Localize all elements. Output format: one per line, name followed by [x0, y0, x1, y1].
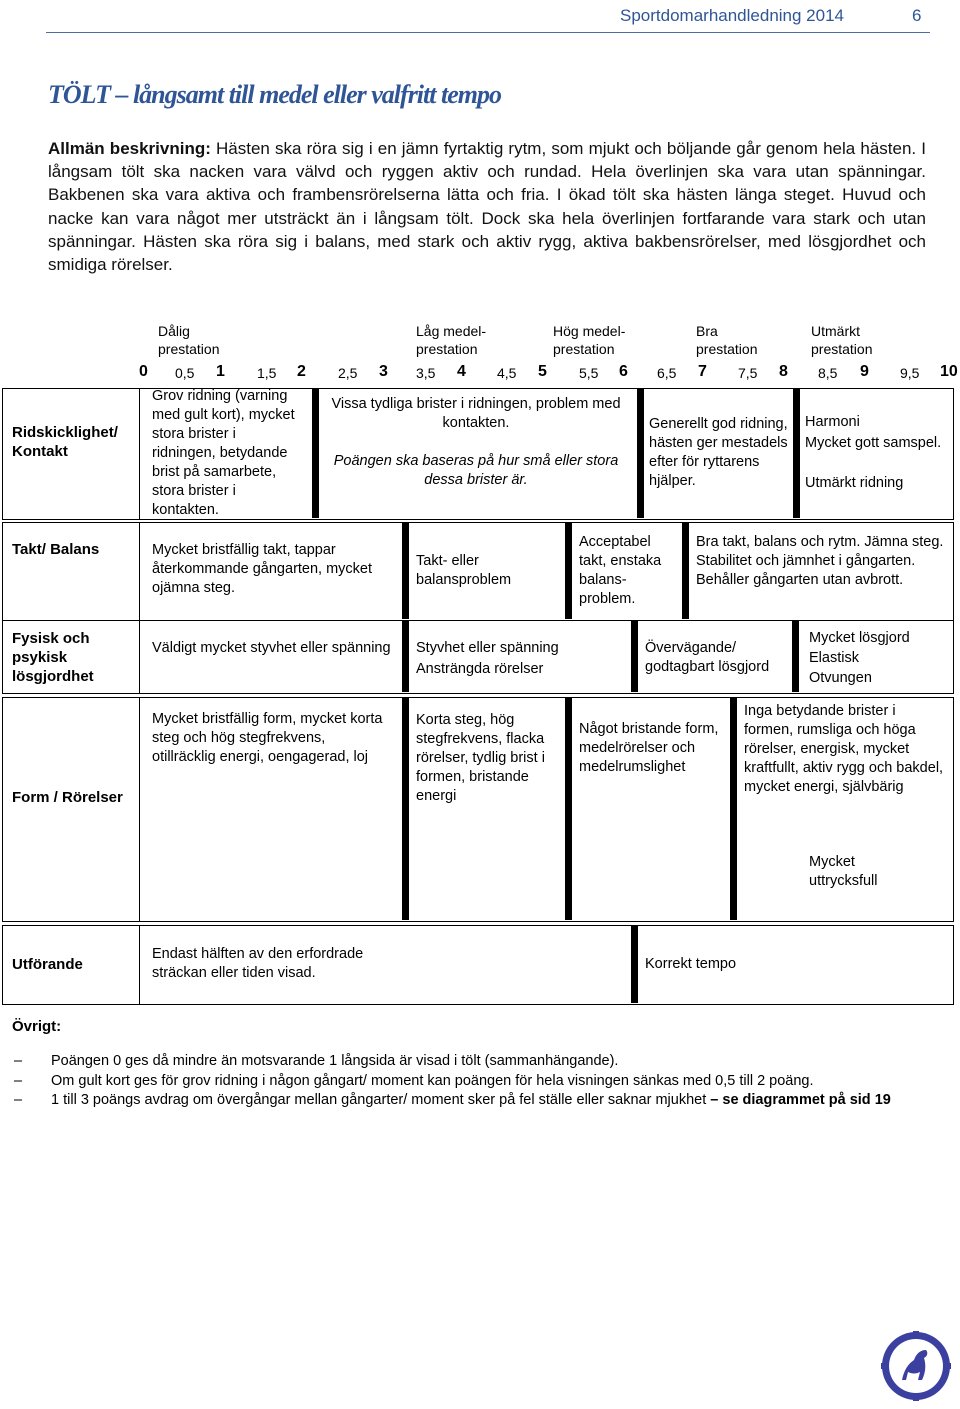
description-text: Hästen ska röra sig i en jämn fyrtaktig rytm, som mjukt och böljande går genom hela hästen. I långsam tölt ska nacken vara välvd och ryggen aktiv och rundad. Hela överlinjen ska vara utan spänningar. Bakbenen ska vara aktiva och frambensrörelserna lätta och fria. I ökad tölt ska hästen länga steget. [48, 139, 926, 205]
divider [565, 522, 572, 619]
divider [565, 697, 572, 920]
scale-tick: 5,5 [579, 365, 599, 381]
scale-tick: 1,5 [257, 365, 277, 381]
ridskicklighet-mid-note: Poängen ska baseras på hur små eller stora dessa brister är. [333, 453, 619, 488]
takt-good: Bra takt, balans och rytm. Jämna steg. Stabilitet och jämnhet i gångarten. Behåller gångarten utan avbrott. [696, 534, 944, 588]
takt-high-mid: Acceptabel takt, enstaka balans- problem. [579, 534, 662, 607]
fysisk-low-mid-2: Ansträngda rörelser [416, 661, 544, 677]
row-label-fysisk: Fysisk och psykisk lösgjordhet [12, 630, 94, 685]
scale-tick: 1 [216, 363, 225, 380]
level-good: Bra prestation [696, 323, 758, 357]
ridskicklighet-mid: Vissa tydliga brister i ridningen, problem med kontakten. [331, 396, 621, 431]
scale-tick: 9 [860, 363, 869, 380]
level-poor: Dålig prestation [158, 323, 220, 357]
fysisk-excellent-3: Otvungen [809, 670, 872, 686]
ridskicklighet-excellent-3: Utmärkt ridning [805, 475, 904, 491]
form-low-mid: Korta steg, hög stegfrekvens, flacka rörelser, tydlig brist i formen, bristande energi [416, 712, 545, 804]
dash-icon: – [14, 1092, 23, 1108]
form-high-mid: Något bristande form, medelrörelser och medelrumslighet [579, 721, 719, 775]
divider [402, 522, 409, 619]
fysisk-excellent-1: Mycket lösgjord [809, 630, 910, 646]
divider [631, 620, 638, 692]
divider [312, 388, 319, 518]
scale-tick: 4,5 [497, 365, 517, 381]
ridskicklighet-excellent-1: Harmoni [805, 414, 860, 430]
form-good: Inga betydande brister i formen, rumsliga och höga rörelser, energisk, mycket kraftfullt, aktiv rygg och bakdel, mycket energi, självbärig [744, 703, 944, 795]
level-low-mid: Låg medel- prestation [416, 323, 487, 357]
scale-tick: 10 [940, 363, 958, 380]
row-label-ridskicklighet: Ridskicklighet/ Kontakt [12, 424, 118, 460]
scale-tick: 6,5 [657, 365, 677, 381]
row-label-takt: Takt/ Balans [12, 541, 100, 558]
page-number: 6 [912, 6, 922, 25]
scale-tick: 6 [619, 363, 628, 380]
row-label-cell [2, 697, 140, 922]
scale-tick: 2 [297, 363, 306, 380]
divider [793, 388, 800, 518]
takt-poor: Mycket bristfällig takt, tappar återkommande gångarten, mycket ojämna steg. [152, 542, 373, 596]
scale-tick: 7,5 [738, 365, 758, 381]
scale-tick: 7 [698, 363, 707, 380]
scale-tick: 9,5 [900, 365, 920, 381]
scale-tick: 8,5 [818, 365, 838, 381]
utforande-good: Korrekt tempo [645, 956, 737, 972]
ridskicklighet-good: Generellt god ridning, hästen ger mestadels efter för ryttarens hjälper. [649, 416, 788, 489]
general-description [48, 137, 926, 276]
fysisk-low-mid-1: Styvhet eller spänning [416, 640, 559, 656]
scale-tick: 5 [538, 363, 547, 380]
svenska-islandshastforbundet-logo-icon [880, 1330, 952, 1402]
form-poor: Mycket bristfällig form, mycket korta steg och hög stegfrekvens, otillräcklig energi, oengagerad, loj [152, 711, 383, 765]
ridskicklighet-excellent-2: Mycket gott samspel. [805, 435, 942, 451]
scale-tick: 8 [779, 363, 788, 380]
divider [637, 388, 644, 518]
ovrigt-label: Övrigt: [12, 1018, 62, 1035]
row-label-form: Form / Rörelser [12, 789, 123, 806]
ridskicklighet-poor: Grov ridning (varning med gult kort), mycket stora brister i ridningen, betydande brist på samarbete, stora brister i kontakten. [152, 388, 295, 518]
ovrigt-list [12, 1052, 947, 1111]
utforande-poor: Endast hälften av den erfordrade sträckan eller tiden visad. [152, 946, 364, 981]
divider [631, 925, 638, 1003]
scale-tick: 0 [139, 363, 148, 380]
divider [682, 522, 689, 619]
dash-icon: – [14, 1053, 23, 1069]
list-item: – Om gult kort ges för grov ridning i någon gångart/ moment kan poängen för hela visningen sänkas med 0,5 till 2 poäng. [12, 1072, 947, 1092]
list-item: – Poängen 0 ges då mindre än motsvarande 1 långsida är visad i tölt (sammanhängande). [12, 1052, 947, 1072]
fysisk-good: Övervägande/ godtagbart lösgjord [645, 640, 770, 675]
row-label-cell [2, 522, 140, 621]
scale-tick: 3,5 [416, 365, 436, 381]
divider [402, 620, 409, 692]
fysisk-poor: Väldigt mycket styvhet eller spänning [152, 640, 391, 656]
scale-tick: 2,5 [338, 365, 358, 381]
description-text-extended: Huvud och nacke kan vara något mer utsträckt än i långsam tölt. Dock ska hela överlinjen fortfarande vara stark och utan spänningar. Hästen ska röra sig i balans, med stark och aktiv rygg, aktiva bakbensrörelser, med lösgjordhet och smidiga rörelser. [48, 185, 926, 275]
scale-tick: 0,5 [175, 365, 195, 381]
running-header-title: Sportdomarhandledning 2014 [620, 6, 845, 25]
header-rule [46, 32, 930, 33]
takt-low-mid: Takt- eller balansproblem [416, 553, 512, 588]
divider [730, 697, 737, 920]
description-lead: Allmän beskrivning: [48, 139, 211, 158]
fysisk-excellent-2: Elastisk [809, 650, 859, 666]
row-label-utforande: Utförande [12, 956, 83, 973]
divider [792, 620, 799, 692]
scale-tick: 4 [457, 363, 466, 380]
list-item: – 1 till 3 poängs avdrag om övergångar mellan gångarter/ moment sker på fel ställe eller saknar mjukhet – se diagrammet på sid 19 [12, 1091, 947, 1111]
dash-icon: – [14, 1072, 23, 1089]
page-title: TÖLT – långsamt till medel eller valfritt tempo [48, 80, 501, 109]
scale-tick: 3 [379, 363, 388, 380]
form-excellent: Mycket uttrycksfull [809, 854, 878, 889]
level-high-mid: Hög medel- prestation [553, 323, 626, 357]
divider [402, 697, 409, 920]
level-excellent: Utmärkt prestation [811, 323, 873, 357]
